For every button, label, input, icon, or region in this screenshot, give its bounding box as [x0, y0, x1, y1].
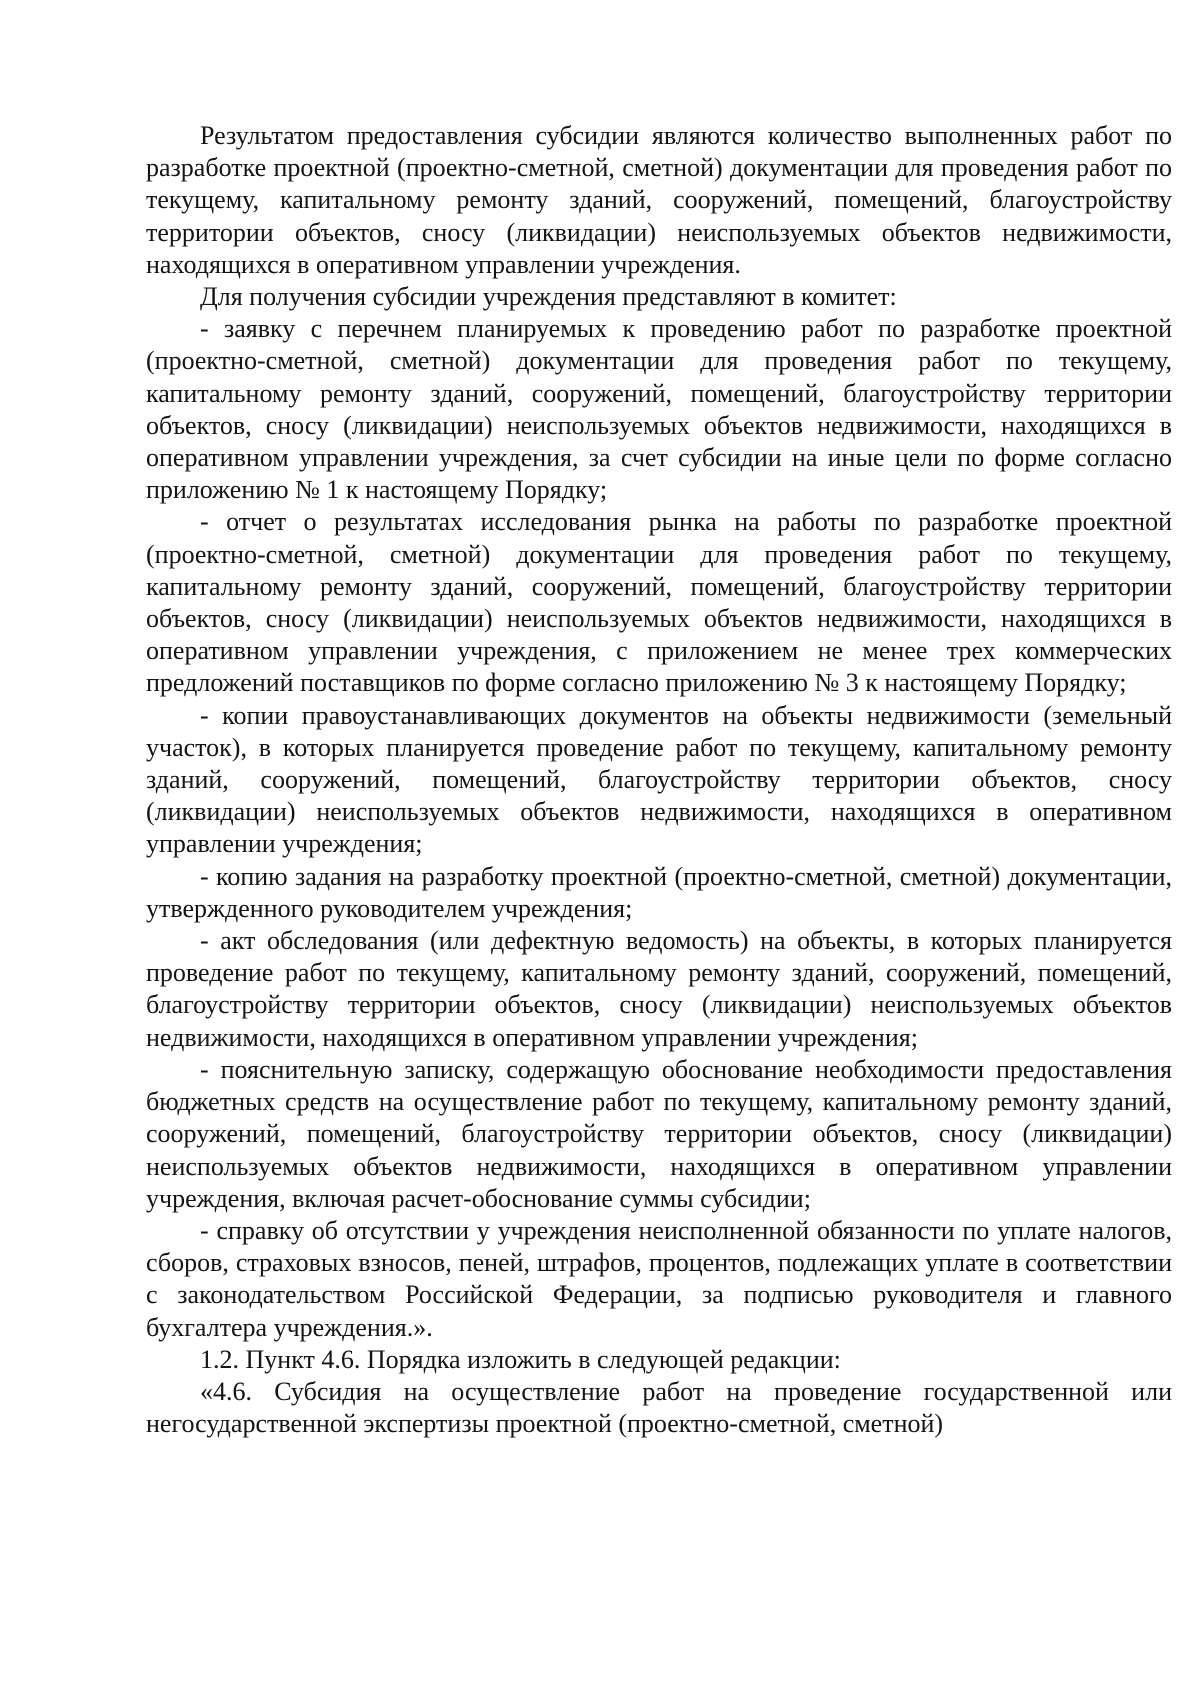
list-item-tax-certificate: - справку об отсутствии у учреждения неисполненной обязанности по уплате налогов, сборов, страховых взносов, пеней, штрафов, процентов, подлежащих уплате в соответствии с законодательством Российской Федерации, за подписью руководителя и главного бухгалтера учреждения.». [146, 1215, 1172, 1342]
paragraph-clause-1-2: 1.2. Пункт 4.6. Порядка изложить в следующей редакции: [200, 1344, 841, 1374]
document-body [146, 120, 1172, 1440]
list-item-market-report: - отчет о результатах исследования рынка на работы по разработке проектной (проектно-сметной, сметной) документации для проведения работ по текущему, капитальному ремонту зданий, сооружений, помещений, благоустройству территории объектов, сносу (ликвидации) неиспользуемых объектов недвижимости, находящихся в оперативном управлении учреждения, с приложением не менее трех коммерческих предложений поставщиков по форме согласно приложению № 3 к настоящему Порядку; [146, 507, 1172, 698]
list-item-design-task: - копию задания на разработку проектной (проектно-сметной, сметной) документации, утвержденного руководителем учреждения; [146, 861, 1172, 923]
list-item-explanatory-note: - пояснительную записку, содержащую обоснование необходимости предоставления бюджетных средств на осуществление работ по текущему, капитальному ремонту зданий, сооружений, помещений, благоустройству территории объектов, сносу (ликвидации) неиспользуемых объектов недвижимости, находящихся в оперативном управлении учреждения, включая расчет-обоснование суммы субсидии; [146, 1054, 1172, 1213]
list-item-title-documents: - копии правоустанавливающих документов на объекты недвижимости (земельный участок), в которых планируется проведение работ по текущему, капитальному ремонту зданий, сооружений, помещений, благоустройству территории объектов, сносу (ликвидации) неиспользуемых объектов недвижимости, находящихся в оперативном управлении учреждения; [146, 700, 1172, 859]
list-item-application: - заявку с перечнем планируемых к проведению работ по разработке проектной (проектно-сметной, сметной) документации для проведения работ по текущему, капитальному ремонту зданий, сооружений, помещений, благоустройству территории объектов, сносу (ликвидации) неиспользуемых объектов недвижимости, находящихся в оперативном управлении учреждения, за счет субсидии на иные цели по форме согласно приложению № 1 к настоящему Порядку; [146, 314, 1172, 505]
paragraph-result: Результатом предоставления субсидии являются количество выполненных работ по разработке проектной (проектно-сметной, сметной) документации для проведения работ по текущему, капитальному ремонту зданий, сооружений, помещений, благоустройству территории объектов, сносу (ликвидации) неиспользуемых объектов недвижимости, находящихся в оперативном управлении учреждения. [146, 121, 1172, 279]
paragraph-clause-4-6: «4.6. Субсидия на осуществление работ на проведение государственной или негосударственной экспертизы проектной (проектно-сметной, сметной) [146, 1376, 1172, 1439]
list-item-inspection-act: - акт обследования (или дефектную ведомость) на объекты, в которых планируется проведение работ по текущему, капитальному ремонту зданий, сооружений, помещений, благоустройству территории объектов, сносу (ликвидации) неиспользуемых объектов недвижимости, находящихся в оперативном управлении учреждения; [146, 926, 1172, 1052]
paragraph-documents-intro: Для получения субсидии учреждения представляют в комитет: [200, 282, 897, 312]
